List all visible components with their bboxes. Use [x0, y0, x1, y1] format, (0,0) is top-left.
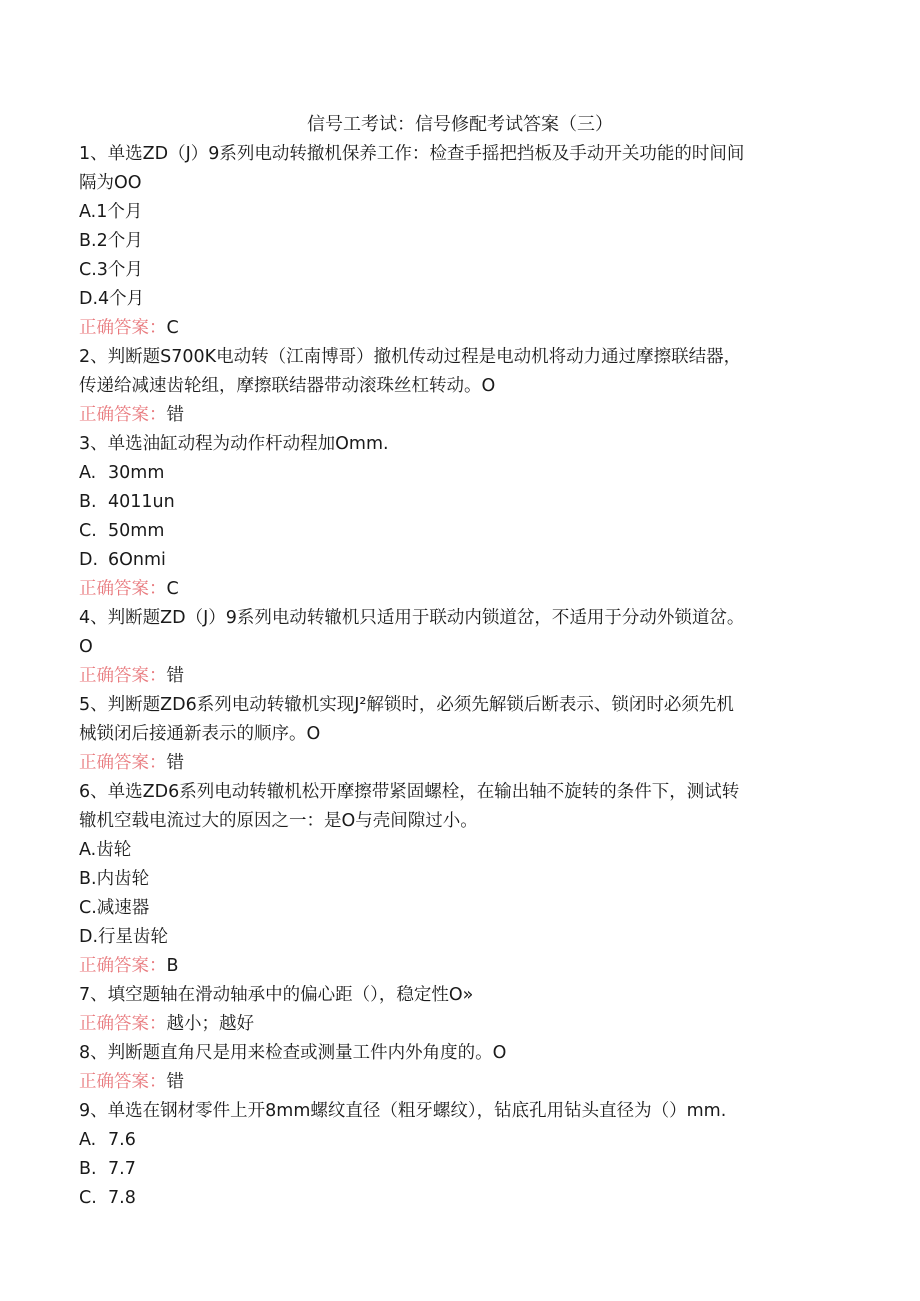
- question-6-option-d: D.行星齿轮: [79, 927, 169, 947]
- question-1-option-b: B.2个月: [79, 231, 143, 251]
- question-2-text: 2、判断题S700K电动转（江南博哥）撤机传动过程是电动机将动力通过摩擦联结器， 传递给减速齿轮组，摩擦联结器带动滚珠丝杠转动。O: [79, 347, 742, 396]
- page-title: 信号工考试：信号修配考试答案（三）: [307, 114, 613, 135]
- question-3-text: 3、单选油缸动程为动作杆动程加Omm.: [79, 434, 389, 454]
- question-3-option-b: B. 4011un: [79, 492, 175, 512]
- question-1-option-d: D.4个月: [79, 289, 145, 309]
- question-1-option-c: C.3个月: [79, 260, 143, 280]
- question-8-answer: 正确答案： 错: [79, 1072, 184, 1092]
- question-3-option-d: D. 6Onmi: [79, 550, 166, 570]
- question-6-option-c: C.减速器: [79, 898, 150, 918]
- question-4-text: 4、判断题ZD（J）9系列电动转辙机只适用于联动内锁道岔，不适用于分动外锁道岔。 O: [79, 608, 745, 657]
- question-3-option-a: A. 30mm: [79, 463, 165, 483]
- question-5-answer: 正确答案： 错: [79, 753, 184, 773]
- question-1-answer: 正确答案： C: [79, 318, 179, 338]
- question-6-option-a: A.齿轮: [79, 840, 132, 860]
- question-7-answer: 正确答案： 越小；越好: [79, 1014, 254, 1034]
- question-6-answer: 正确答案： B: [79, 956, 179, 976]
- question-9-text: 9、单选在钢材零件上开8mm螺纹直径（粗牙螺纹），钻底孔用钻头直径为（）mm.: [79, 1101, 727, 1121]
- question-3-option-c: C. 50mm: [79, 521, 165, 541]
- question-6-option-b: B.内齿轮: [79, 869, 150, 889]
- question-1-text: 1、单选ZD（J）9系列电动转撤机保养工作：检查手摇把挡板及手动开关功能的时间间 隔为OO: [79, 144, 745, 193]
- question-4-answer: 正确答案： 错: [79, 666, 184, 686]
- question-9-option-c: C. 7.8: [79, 1188, 136, 1208]
- question-8-text: 8、判断题直角尺是用来检查或测量工件内外角度的。O: [79, 1043, 507, 1063]
- question-7-text: 7、填空题轴在滑动轴承中的偏心距（），稳定性O»: [79, 985, 474, 1005]
- question-9-option-a: A. 7.6: [79, 1130, 136, 1150]
- question-6-text: 6、单选ZD6系列电动转辙机松开摩擦带紧固螺栓，在输出轴不旋转的条件下，测试转 辙机空载电流过大的原因之一：是O与壳间隙过小。: [79, 782, 740, 831]
- question-2-answer: 正确答案： 错: [79, 405, 184, 425]
- question-9-option-b: B. 7.7: [79, 1159, 136, 1179]
- question-3-answer: 正确答案： C: [79, 579, 179, 599]
- question-1-option-a: A.1个月: [79, 202, 143, 222]
- question-5-text: 5、判断题ZD6系列电动转辙机实现J²解锁时，必须先解锁后断表示、锁闭时必须先机 械锁闭后接通新表示的顺序。O: [79, 695, 734, 744]
- question-list: [79, 140, 839, 1213]
